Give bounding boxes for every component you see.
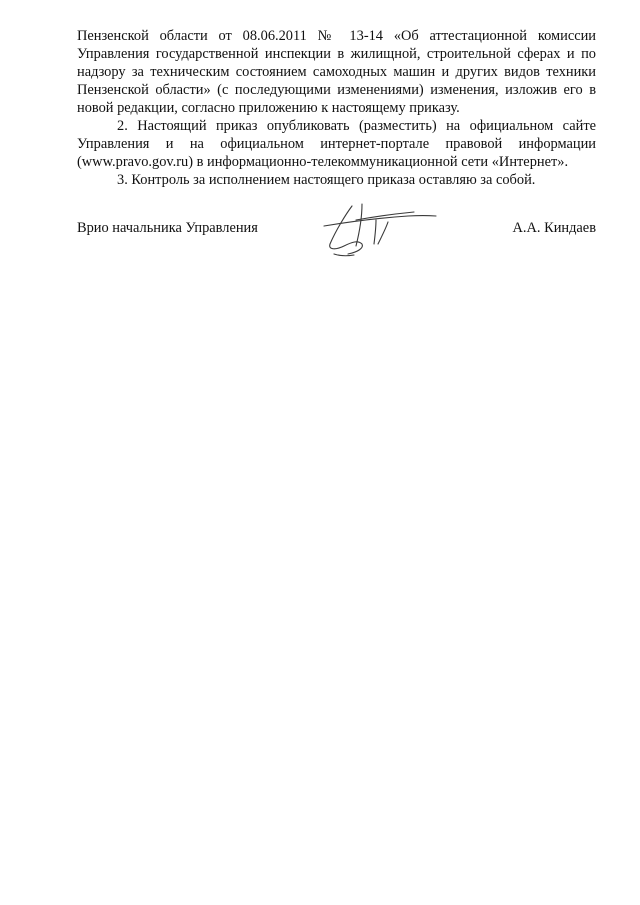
paragraph-amendment: Пензенской области от 08.06.2011 № 13-14 «Об аттестационной комиссии Управления государственной инспекции в жилищной, строительной сферах и по надзору за техническим состоянием самоходных машин и других видов техники Пензенской области» (с последующими изменениями) изменения, изложив его в новой редакции, согласно приложению к настоящему приказу. [77, 28, 596, 116]
paragraph-control: 3. Контроль за исполнением настоящего приказа оставляю за собой. [117, 172, 536, 188]
handwritten-signature-icon [318, 200, 448, 264]
signer-name: А.А. Киндаев [512, 220, 596, 236]
signer-position: Врио начальника Управления [77, 220, 258, 236]
document-body [77, 27, 596, 189]
paragraph-publication: 2. Настоящий приказ опубликовать (разместить) на официальном сайте Управления и на официальном интернет-портале правовой информации (www.pravo.gov.ru) в информационно-телекоммуникационной сети «Интернет». [77, 118, 596, 170]
